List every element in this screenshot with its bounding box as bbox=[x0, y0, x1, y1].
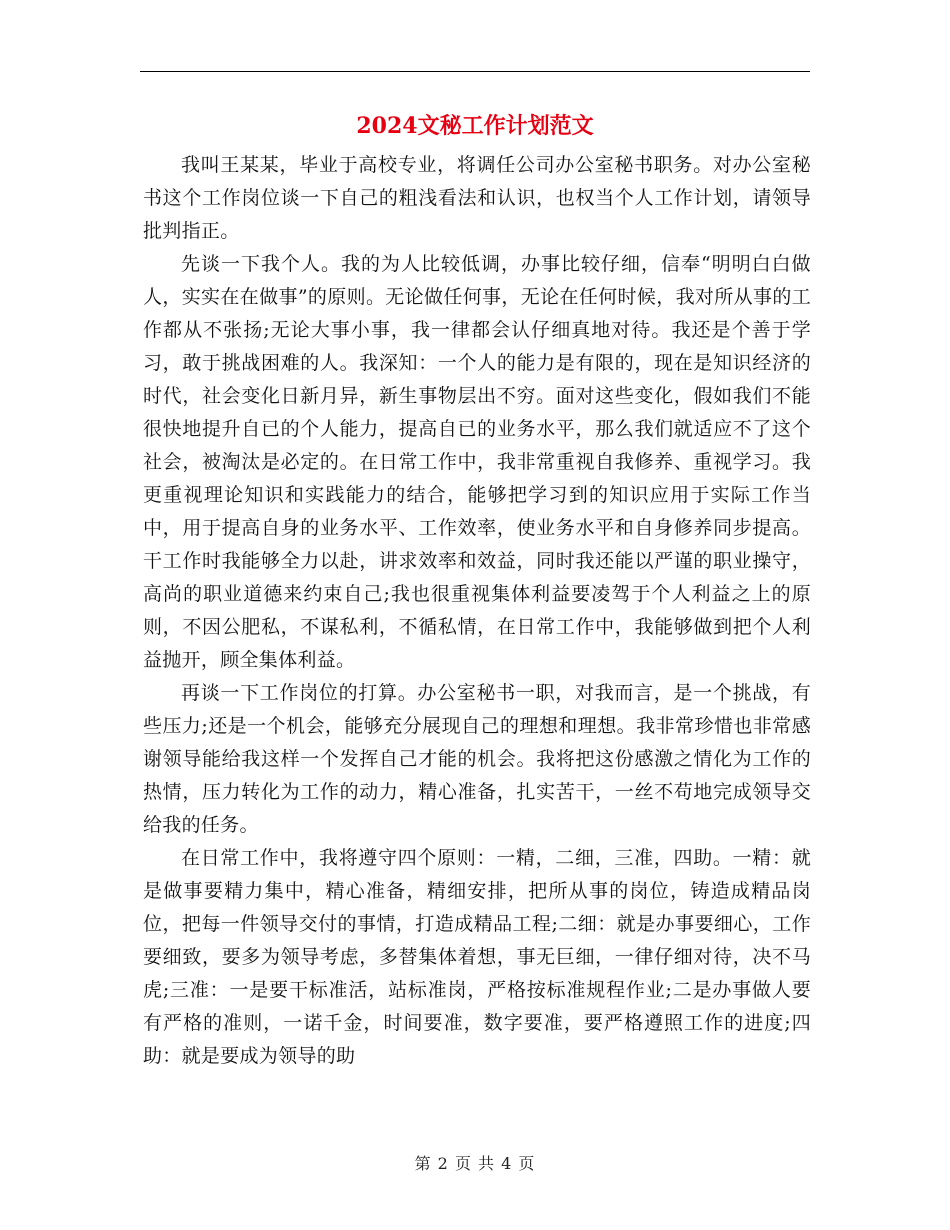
document-title: 2024文秘工作计划范文 bbox=[356, 113, 594, 139]
document-body bbox=[143, 149, 811, 1073]
header-rule bbox=[140, 71, 810, 72]
paragraph-personal: 先谈一下我个人。我的为人比较低调，办事比较仔细，信奉“明明白白做人，实实在在做事”的原则。无论做任何事，无论在任何时候，我对所从事的工作都从不张扬;无论大事小事，我一律都会认仔细真地对待。我还是个善于学习，敢于挑战困难的人。我深知：一个人的能力是有限的，现在是知识经济的时代，社会变化日新月异，新生事物层出不穷。面对这些变化，假如我们不能很快地提升自已的个人能力，提高自已的业务水平，那么我们就适应不了这个社会，被淘汰是必定的。在日常工作中，我非常重视自我修养、重视学习。我更重视理论知识和实践能力的结合，能够把学习到的知识应用于实际工作当中，用于提高自身的业务水平、工作效率，使业务水平和自身修养同步提高。干工作时我能够全力以赴，讲求效率和效益，同时我还能以严谨的职业操守，高尚的职业道德来约束自己;我也很重视集体利益要凌驾于个人利益之上的原则，不因公肥私，不谋私利，不循私情，在日常工作中，我能够做到把个人利益抛开，顾全集体利益。 bbox=[143, 253, 811, 671]
paragraph-principles: 在日常工作中，我将遵守四个原则：一精，二细，三准，四助。一精：就是做事要精力集中，精心准备，精细安排，把所从事的岗位，铸造成精品岗位，把每一件领导交付的事情，打造成精品工程;二细：就是办事要细心，工作要细致，要多为领导考虑，多替集体着想，事无巨细，一律仔细对待，决不马虎;三准：一是要干标准活，站标准岗，严格按标准规程作业;二是办事做人要有严格的准则，一诺千金，时间要准，数字要准，要严格遵照工作的进度;四助：就是要成为领导的助 bbox=[143, 847, 811, 1067]
paragraph-job-plan: 再谈一下工作岗位的打算。办公室秘书一职，对我而言，是一个挑战，有些压力;还是一个机会，能够充分展现自己的理想和理想。我非常珍惜也非常感谢领导能给我这样一个发挥自己才能的机会。我将把这份感激之情化为工作的热情，压力转化为工作的动力，精心准备，扎实苦干，一丝不苟地完成领导交给我的任务。 bbox=[143, 682, 811, 836]
page-number-footer: 第 2 页 共 4 页 bbox=[414, 1154, 536, 1173]
paragraph-intro: 我叫王某某，毕业于高校专业，将调任公司办公室秘书职务。对办公室秘书这个工作岗位谈一下自己的粗浅看法和认识，也权当个人工作计划，请领导批判指正。 bbox=[143, 154, 811, 242]
